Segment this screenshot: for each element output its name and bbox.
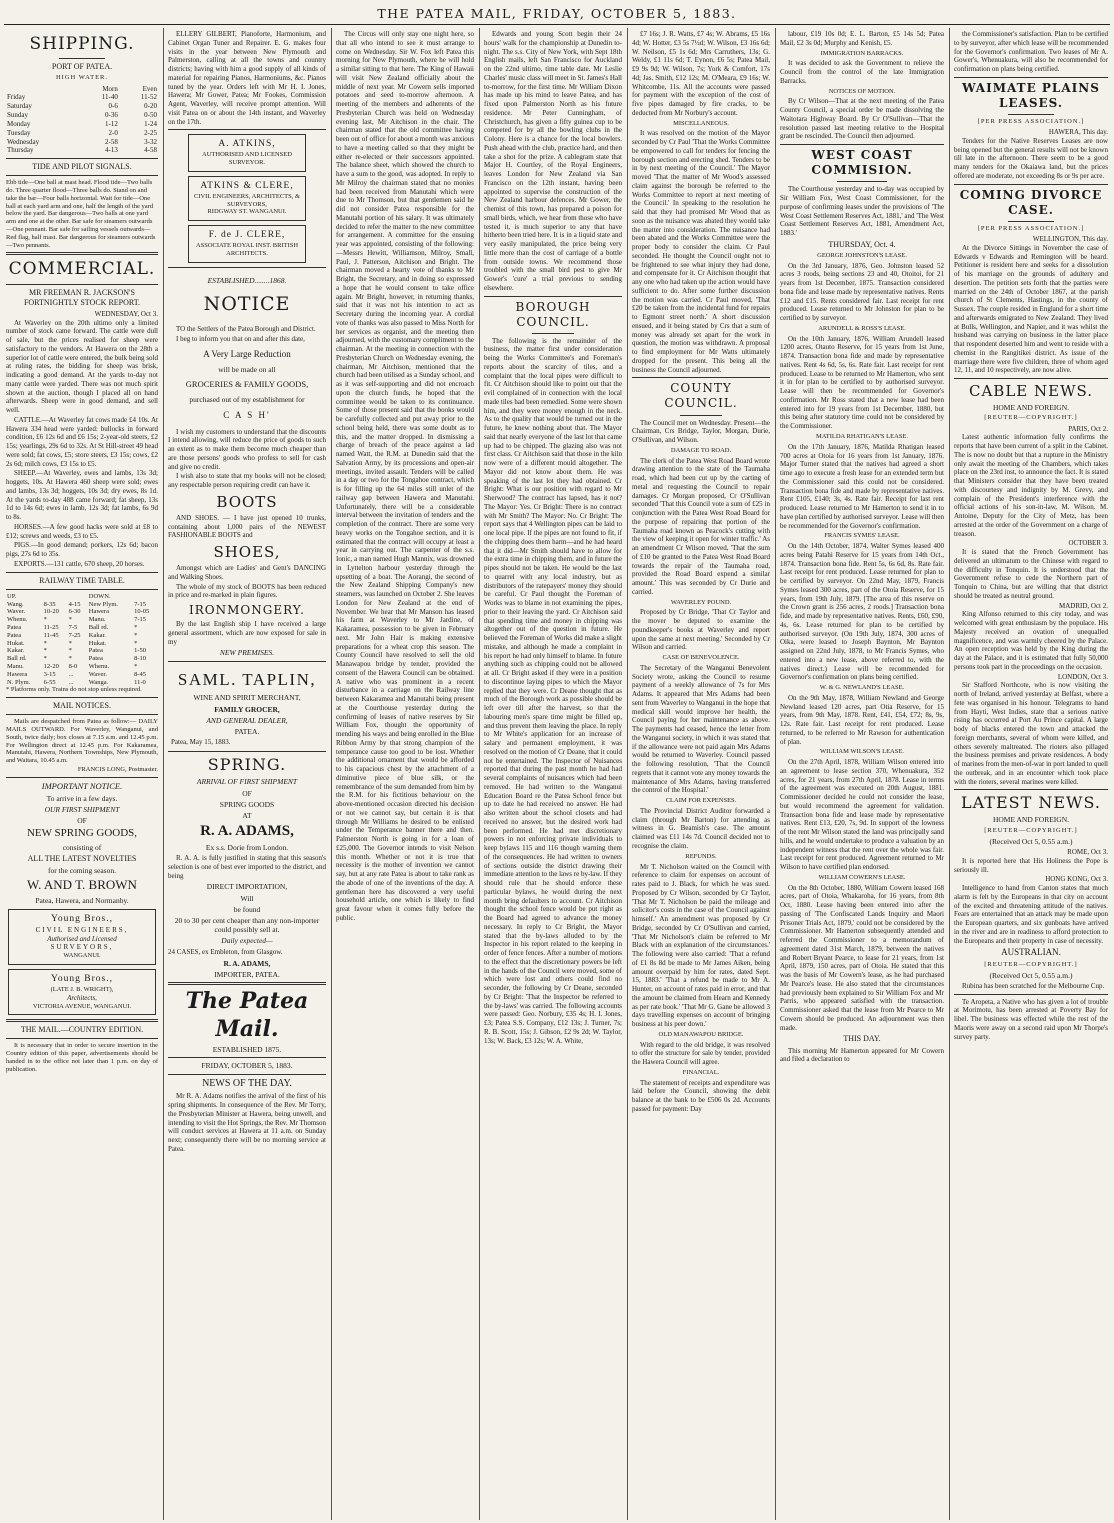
borough-council-text: The following is the remainder of the business, the matter first under consideration being the Works Committee's and Foreman's reports about the scarcity of tiles, and a complaint that the local pipes were difficult to fit. Cr Aitchison should like to point out that the evil complained of in connection with the local made tiles had been remedied. Some were shown him, and they were money enough in the neck. As to the quality that would be turned out in the future, he knew nothing about that. The Mayor said that nearly everyone of the last lot that came up had to be chipped. The glazing also was not first class. Cr Aitchison said that those in the kiln now were of a different mould altogether. The Mayor did not know about them. He was speaking of the last lot they had obtained. Cr Bright: What is our position with regard to Mr Sherwood? The contract has lapsed, has it not? The Mayor: Yes. Cr Bright: There is no contract with Mr Smith? The Mayor: No. Cr Bright: The report says that 4 Wellington pipes can be laid to one local pipe. If the pipes are not found to fit, if the chipping does them harm—and he had heard that it did—Mr Smith should have to allow for the extra time in chipping them, and in future the pipes should not be taken. He would be the last to quarrel with any local industry, but as distributors of the ratepayers' money they should be careful. Cr Paul thought the Foreman of Works was to blame in not examining the pipes, prior to their leaving the yard. Cr Aitchison said that spending time and money in chipping was altogether out of the question in future. He believed the Foreman of Works did make a slight mistake, and although he made a complaint in his report he had only himself to blame. In future anything such as chipping could not be allowed at all. Cr Bright asked if they were in a position to discontinue laying pipes to which the Mayor replied that they were. Cr Deane thought that as much of the Borough work as possible should be left over till after the harvest, so that the labouring men's spare time might be filled up, and thus prevent them leaving the place. In reply to Mr White's application for an increase of salary and permanent employment, it was resolved on the motion of Cr Deane, that it could not be entertained. The Inspector of Nuisances reported that during the past month he had had several complaints of nuisances which had been removed. He had written to the Wanganui Education Board re the Patea School fence but up to date he had received no answer. He had also written about the school closets and had received no answer, but the desired work had been performed. He had met discretionary powers in not enforcing private individuals to keep bylaws 115 and 116 though warning them of the consequences. He had written to owners of sections outside the district drawing their immediate attention to the laws re by-law. If they should rule that he should enforce these particular bylaws, he would during the next month bring defaulters to account. Cr Aitchison thought the school fence would be put right as the Board had agreed to advance the money necessary. In reply to Cr Bright, the Mayor stated that the by-laws alluded to by the Inspector in his report related to the keeping in order of fence fences. After a number of motions to the effect that the discretionary powers be left in the hands of the Council were moved, some of which were lost and others could find no seconder, the following by Cr Deane, seconded by Cr Bright: 'That the Inspector be referred to the by-laws' was carried. The following accounts were passed: Geo. Norbury, £35 4s; H. I. Jones, £3; Patea S.S. Company, £12 13s; J. Turner, 7s; R. B. Scott, 15s; J. Gibson, £2 9s 2d; W. Taylor, 13s; W. Back, £3 12s; W. A. White, — [484, 336, 622, 1045]
taplin-line: PATEA. — [234, 727, 260, 737]
divider — [837, 181, 886, 182]
horses-text: HORSES.—A few good hacks were sold at £8 to £12; screws and weeds, £3 to £5. — [6, 522, 158, 540]
divider — [954, 789, 1108, 790]
port-heading: PORT OF PATEA. — [51, 62, 113, 72]
news-heading: NEWS OF THE DAY. — [202, 1077, 292, 1089]
lease-heading: W. & G. NEWLAND'S LEASE. — [819, 684, 905, 692]
adams-ex: Ex s.s. Dorie from London. — [205, 843, 289, 852]
tide-row: Wednesday 2-58 3-32 — [7, 137, 157, 146]
tide-table — [6, 85, 158, 156]
west-coast-text: The Courthouse yesterday and to-day was occupied by Sir William Fox, West Coast Commissioner, for the purpose of confirming leases under the provisions of 'The West Coast Settlement Reserves Act, 1881,' and 'The West Coast Settlement Reserves Act, 1881, Amendment Act, 1883.' — [780, 185, 944, 238]
damage-heading: DAMAGE TO ROAD. — [670, 446, 732, 454]
barracks-heading: IMMIGRATION BARRACKS. — [820, 49, 904, 57]
rubina-text: Rubina has been scratched for the Melbourne Cup. — [962, 981, 1105, 990]
tide-header: Even — [142, 84, 157, 93]
waverley-heading: WAVERLEY POUND. — [670, 598, 732, 606]
masthead: THE PATEA MAIL, FRIDAY, OCTOBER 5, 1883. — [377, 6, 737, 21]
divider — [168, 982, 326, 985]
column-3 — [336, 30, 474, 1520]
rail-row: Kakar. * * Patea 1-50 — [7, 647, 146, 655]
rail-row: Hawera 3-15 ... Waver. 8-45 — [7, 670, 146, 678]
young-bros-line: CIVIL ENGINEERS, — [35, 925, 129, 934]
cattle-text: CATTLE.—At Waverley fat cows made £4 10s. At Hawera 334 head were yarded: bullocks in forward condition, £6 12s 6d and £6 15s; 2-year-old steers, £2 15s; yearlings, 29s 6d to 32s. At St Hill-street 49 head were sold; fat cows, £5; store steers, £3 15s; cows, £2 2s 6d; milch cows, £3 15s to £5. — [6, 415, 158, 468]
cable-subheading: HOME AND FOREIGN. — [992, 402, 1070, 412]
divider — [6, 1038, 158, 1039]
divider — [954, 994, 1108, 995]
signals-heading: TIDE AND PILOT SIGNALS. — [32, 162, 132, 172]
divider — [6, 1019, 158, 1022]
refunds-heading: REFUNDS. — [685, 852, 717, 860]
young-bros-line: (LATE J. B. WRIGHT), — [50, 985, 114, 993]
spring-line: OF — [242, 788, 252, 798]
divider — [6, 697, 158, 698]
notice-first: OUR FIRST SHIPMENT — [44, 804, 120, 814]
tide-row: Thursday 4-13 4-58 — [7, 146, 157, 155]
notice-consisting: consisting of — [62, 843, 102, 853]
column-divider — [331, 28, 332, 1520]
divider — [6, 175, 158, 176]
dateline: HONG KONG, Oct 3. — [1045, 875, 1108, 884]
rail-row: Whenu. * * Manu. 7-15 — [7, 616, 146, 624]
notice-heading: IMPORTANT NOTICE. — [41, 780, 123, 791]
established-year: ESTABLISHED 1875. — [212, 1045, 282, 1055]
notice-new: NEW SPRING GOODS, — [26, 827, 138, 840]
shoes-heading: SHOES, — [213, 543, 281, 562]
taplin-line: AND GENERAL DEALER, — [206, 716, 288, 726]
exports-text: EXPORTS.—131 cattle, 670 sheep, 20 horses. — [14, 559, 145, 568]
atkins-clere-address: RIDGWAY ST. WANGANUI. — [207, 208, 287, 216]
tide-header — [6, 85, 80, 94]
found-line: be found — [233, 904, 261, 914]
cable-news-heading: CABLE NEWS. — [968, 382, 1093, 401]
divider — [168, 129, 326, 130]
bridge-heading: OLD MANAWAPOU BRIDGE. — [658, 1030, 744, 1038]
dateline: ROME, Oct 3. — [1067, 848, 1108, 857]
news-items: Edwards and young Scott begin their 24 hours' walk for the championship at Dunedin to-night. The s.s. City of New York, with Sept 18th English mails, left San Francisco for Auckland on the 22nd ultimo, time table date. Mr Leslie Charles' music class will meet in St. James's Hall to-morrow, for the first time. Mr William Dixon has made up his mind to leave Patea, and has fixed upon Palmerston North as his future residence. Mr Peter Cunningham, of Christchurch, has given a fifty guinea cup to be competed for by all the bowling clubs in the Colony. Here is a chance for the local bowlers. Push ahead with the club, practice hard, and then take a shot for the prize. A cablegram state that Major H. Courtley, of the Royal Engineers, leaves London for New Zealand via San Francisco on the 12th instant, having been appointed to supervise the construction of the New Zealand harbour defences. Mr Gower, the chemist of this town, has prepared a poison for small birds, which, we hear from those who have tested it, is much superior to any that have hitherto been tried here. It is in a liquid state and very easily manipulated, the price being very little more than the cost of carriage of a bottle from outside towns. We recommend those troubled with the small bird pest to give Mr Gower's 'cure' a trial previous to sending elsewhere. — [484, 30, 622, 292]
this-day-heading: THIS DAY. — [843, 1034, 881, 1044]
taplin-ad — [168, 665, 326, 748]
signals-text: Ebb tide—One ball at mast head. Flood tide—Two balls do. Three quarter flood—Three balls do. Stand on and take the bar—Four balls horizontal. Wait for tide—One ball at each yard arm and one, half the length of the yard below the yard. Bar dangerous—Two balls at one yard arm and one at the other. Bar safe for steamers outwards—One pennant. Bar safe for sailing vessels outwards—Red flag, half mast. Bar dangerous for steamers outwards—Two pennants. — [6, 179, 156, 249]
reuter-label: [REUTER—COPYRIGHT.] — [984, 826, 1078, 834]
rail-row: Hukat. * * Hukat. * — [7, 639, 138, 647]
taplin-line: WINE AND SPIRIT MERCHANT, — [193, 693, 301, 703]
tide-row: Monday 1-12 1-24 — [7, 119, 157, 128]
lease-heading: ARUNDELL & ROSS'S LEASE. — [818, 324, 906, 332]
divider — [780, 144, 944, 145]
waimate-heading: WAIMATE PLAINS LEASES. — [962, 80, 1100, 110]
spring-line: ARRIVAL OF FIRST SHIPMENT — [196, 777, 298, 787]
lease-text: On the 8th October, 1880, William Cowern leased 168 acres, part of Otoia, Whakaroha, for 16 years, from 8th Oct, 1880. Lease having been entered into after the passing of 'The Confiscated Lands Inquiry and Maori Prisoner Trials Act, 1879,' could not be considered by the Commissioner. Mr Hamerton subsequently attended and referred the Commissioner to a memorandum of agreement dated 31st March, 1879, between the natives and Robert Bryant Pearce, to lease for 21 years, from 1st April, 1879, 150 acres, part of Otoia. He stated that this was the basis of Mr Cowern's lease, as he had purchased Mr Pearce's lease. He also stated that the circumstances had previously been explained to Sir William Fox and Mr Parris, who appeared satisfied with the transaction. Commissioner asked that the lease from Mr Pearce to Mr Cowern should be produced. An adjournment was then made. — [780, 883, 944, 1032]
divider — [6, 284, 158, 285]
lease-heading: WILLIAM WILSON'S LEASE. — [820, 748, 904, 756]
commercial-heading: COMMERCIAL. — [8, 259, 156, 280]
reduction-line: A Very Large Reduction — [203, 348, 291, 359]
column-2 — [168, 30, 326, 1520]
tide-row: Saturday 0-6 0-20 — [7, 102, 157, 111]
misc-text: It was resolved on the motion of the Mayor seconded by Cr Paul 'That the Works Committee be empowered to call for tenders for fencing the borough section and erecting shed. Tenders to be in by next meeting of the Council.' The Mayor moved 'That the matter of Mr Wood's assessed claim against the borough be referred to the Works Committee to report at next meeting of the Council.' In speaking to the resolution he said that they had promised Mr Wood that as soon as the nuisance was abated they would take the matter into consideration. The nuisance had been abated and the Works Committee were the proper body to consider the claim. Cr Paul seconded. He thought the Council ought not to be frightened to see what injury they had done, and compensate for it. Cr Aitchison thought that any one who had taken up the action would have sufficient to do. After some further discussion the motion was carried. Cr Paul moved, 'That £20 be taken from the incidental fund for repairs to Egmont street north.' A short discussion ensued, and it being stated by Crs that a sum of money was already set apart for the work in question, the motion was withdrawn. A proposal to find employment for Mr Watts ultimately dropped for the present. This being all the business the Council adjourned. — [632, 129, 770, 374]
divorce-text: At the Divorce Sittings in November the case of Edwards v Edwards and Remington will be heard. Petitioner is resident here and seeks for a dissolution of his marriage on the grounds of adultery and desertion. The petition sets forth that the parties were married on the 24th of October 1867, at the parish church of St Clements, Hastings, in the county of Sussex. The couple resided in England for a short time and afterwards emigrated to New Zealand. They lived at Bulls, Wellington, and Napier, and it was whilst the husband was carrying on business in the latter place that respondent deserted him and went to reside with a chemist in the Rangitikei district. As issue of the marriage there were five children, three of whom aged 12, 11, and 10 respectively, are now alive. — [954, 243, 1108, 375]
damage-text: The clerk of the Patea West Road Board wrote drawing attention to the state of the Taumaha road, which had been cut up by the carting of metal and requesting the Council to repair damages. Cr Morgan proposed, Cr O'Sullivan seconded 'That this Council vote a sum of £25 in conjunction with the Patea West Road Board for the purpose of repairing that portion of the Taumaha road known as Peacock's cutting with the view of keeping it open for winter traffic.' As an amendment Cr Wilson moved, 'That the sum of £10 be granted to the Patea West Road Board towards the repair of the Taumaha road, provided the Road Board expend a similar amount.' This was seconded by Cr Durie and carried. — [632, 456, 770, 596]
notice-heading: NOTICE — [203, 293, 291, 316]
young-bros-name: Young Bros., — [51, 913, 113, 924]
column-divider — [775, 28, 776, 1520]
young-bros-line: Architects, — [67, 993, 97, 1002]
divider — [632, 377, 770, 378]
this-day-text: This morning Mr Hamerton appeared for Mr Cowern and filed a declaration to — [780, 1046, 944, 1064]
pigs-text: PIGS.—In good demand; porkers, 12s 6d; bacon pigs, 27s 6d to 35s. — [6, 541, 158, 559]
cheaper-line: 20 to 30 per cent cheaper than any non-importer could possibly sell at. — [174, 915, 320, 935]
news-continued: The Circus will only stay one night here, so that all who intend to see it must arrange to come on Wednesday. Sir W. Fox left Patea this morning for New Plymouth, where he will hold a similar sitting to that here. The King of Hawaii will visit New Zealand officially about the middle of next year. Mr Cowern sells imported potatoes and seed to-morrow afternoon. A meeting of the members and adherents of the Presbyterian Church was held on Wednesday evening last, Mr Aitchison in the chair. The chairman stated that the old committee having been out of office for about a month was anxious to have a meeting called so that they might be either re-elected or their successors appointed. The balance sheet, which showed the church to have a sum to the good, was adopted. In reply to Mr Milroy the chairman stated that no monies had been received from Manutahi which were due to Mr Thomson, but that gentlemen said he did not consider Patea responsible for the Manutahi portion of his salary. It was ultimately decided to refer the matter to the new committee for arrangement. A committee for the ensuing year was appointed, consisting of the following:—Messrs Hewitt, Williamson, Milroy, Small, Paul, J. Patterson, Aitchison and Bright. The chairman moved a hearty vote of thanks to Mr Bright, the Secretary, and in doing so expressed a hope that he would consent to take office again. Mr Bright, however, in returning thanks, said that it was not his intention to act as Secretary during the incoming year. A cordial vote of thanks was also passed to Miss North for her services as organist, and the meeting then adjourned, with the customary compliment to the chairman. At the meeting in connection with the Presbyterian Church on Wednesday evening, the chairman, Mr Aitchison, mentioned that the church had been utilised as a Sunday school, and as it was self-supporting and did not encroach upon the church funds, he hoped that the committee would be taken to its continuance. Some of those present said that the books would be carefully collected and put away prior to the school being held, there was some doubt as to this, and the matter dropped. In dismissing a charge of breach of the peace against a lad named Watt, the R.M. at Dunedin said that the Salvation Army, by its processions and open-air meetings, invited assault. Tenders will be called in a day or two for the Tongahoe contract, which is for filling up the 64 miles still unlet of the railway gap between Hawera and Manutahi. Unfortunately, there will be a considerable interval between the invitation of tenders and the completion of the contract. There are some very heavy works on the Tongahoe section, and it is estimated that the contract will occupy at least a year in carrying out. The carpenter of the s.s. Ionic, a man named Hugh Mannix, was drowned in Lyttelton harbour yesterday through the upsetting of a boat. The Aorangi, the second of the New Zealand Shipping Company's new steamers, was launched on October 2. She leaves London for New Zealand at the end of November. We hear that Mr Manson has leased his farm at Waverley to Mr Jardine, of Kakaramea, possession to be given in February next. Mr John Hair is making extensive preparations for a wheat crop this season. The County Council have resolved to sell the old Manawapou bridge by tender, provided the consent of the Hawera Council can be obtained. A native who was prominent in a recent disturbance in a carriage on the Railway line between Kakaramea and Manutahi being present at the Courthouse yesterday during the confirming of leases of native reserves by Sir William Fox, thought the opportunity of mending his ways and being enrolled in the Blue Ribbon Army by that strong champion of the temperance cause too good to be lost. Whether the additional ornament that would be afforded to his capacious chest by the attachment of a diminutive piece of blue silk, or the remembrance of the sum demanded from him by the R.M. for his fictitious behaviour on the above-mentioned occasion directed his decision or not we cannot say, but certain it is that through Mr Williams he desired to be enlisted under the Temperance banner there and then. Palmerston North is going in for a loan of £25,000. The Governor intends to visit Nelson this month. Whether or not it is true that necessity is the mother of invention we cannot say, but at any rate Patea is about to take rank as the abode of one of the inventions of the day. A gentleman here has discovered a very useful household article, one which is likely to find great favour when it comes fully before the public. — [336, 30, 474, 922]
notice-inform: I beg to inform you that on and after this date, — [176, 334, 305, 343]
wish-text: I wish my customers to understand that the discounts I intend allowing, will reduce the price of goods to such an extent as to make them become much cheaper than are those persons' goods who profess to sell for cash and give no credit. — [168, 427, 326, 471]
railway-table — [6, 593, 158, 687]
divider — [484, 296, 622, 297]
boots-heading: BOOTS — [216, 492, 278, 511]
mail-signature: FRANCIS LONG, Postmaster. — [77, 766, 158, 774]
te-aropeta-text: Te Aropeta, a Native who has given a lot of trouble at Morimotu, has been arrested at Poverty Bay for libel. The business was effected while the rest of the Maoris were away on a second raid upon Mr Thorpe's survey party. — [954, 997, 1108, 1041]
received-line: (Received Oct 5, 0.55 a.m.) — [989, 970, 1073, 980]
premises-line: NEW PREMISES. — [219, 648, 275, 658]
divider — [59, 58, 105, 59]
refunds-text: Mr T. Nicholson waited on the Council with reference to claim for expenses on account of rates paid to J. Black, for which he was sued. Proposed by Cr Wilson, seconded by Cr Taylor, 'That Mr T. Nicholson be paid the mileage and solicitor's costs in the case of the Council against himself.' An amendment was proposed by Cr Bridge, seconded by Cr O'Sullivan and carried, 'That Mr Nicholson's claim be referred to Mr Black with an explanation of the circumstances.' The following were also carried: 'That a refund of £1 8s 8d be made to Mr James Aiken, being amount overpaid by him for rates, dated Sept. 15, 1883.' 'That a refund be made to Mr A. Hunter, on account of rates paid in error, and that the amount be claimed from Hearn and Kennedy as per rate book.' 'That Mr G. Gane be allowed 3 days travelling expenses on account of bringing business at his peer down.' — [632, 862, 770, 1028]
cable-text: King Alfonso returned to this city today, and was welcomed with great enthusiasm by the populace. His Majesty received an ovation of unequalled magnificence, and was warmly cheered by the Palace. An open reception was held by the King during the day at the Palace, and it is estimated that fully 50,000 persons took part in the proceedings on the occasion. — [954, 610, 1108, 671]
notice-of: OF — [77, 816, 87, 826]
report-date: WEDNESDAY, Oct 3. — [94, 309, 158, 318]
atkins-name: A. ATKINS, — [218, 139, 276, 150]
claim-text: The Provincial District Auditor forwarded a claim (through Mr Barton) for attending as witness in G. Beamish's case. The amount claimed was £11 14s 7d. Council decided not to recognise the claim. — [632, 806, 770, 850]
taplin-name: SAML. TAPLIN, — [177, 669, 317, 689]
clere-title: ASSOCIATE ROYAL INST. BRITISH ARCHITECTS. — [195, 242, 299, 257]
daily-line: Daily expected— — [221, 936, 273, 946]
country-edition-text: It is necessary that in order to secure insertion in the Country edition of this paper, advertisements should be handed in to the office not later than 1 p.m. on day of publication. — [6, 1042, 158, 1073]
column-7 — [954, 30, 1108, 1520]
cases-line: 24 CASES, ex Embleton, from Glasgow. — [168, 947, 283, 956]
thursday-line: THURSDAY, Oct. 4. — [828, 239, 896, 249]
stock-report-heading: MR FREEMAN R. JACKSON'S FORTNIGHTLY STOCK REPORT. — [23, 287, 141, 307]
financial-heading: FINANCIAL. — [682, 1068, 720, 1076]
boots-text: AND SHOES. — I have just opened 10 trunks, containing about 1,000 pairs of the NEWEST FASHIONABLE BOOTS and — [168, 513, 326, 540]
divider — [954, 378, 1108, 379]
spring-line: SPRING GOODS — [219, 799, 275, 809]
barracks-text: It was decided to ask the Government to relieve the Council from the control of the late Immigration Barracks. — [780, 59, 944, 85]
divider — [6, 252, 158, 255]
benevolence-text: The Secretary of the Wanganui Benevolent Society wrote, asking the Council to resume payment of a weekly allowance of 7s for Mrs Adams. It appeared that Mrs Adams had been sent from Waverley to Wanganui in the hope that medical skill would improve her health, the Council paying for her maintenance as above. The payments had ceased, hence the letter from the Wanganui society, in which it was stated that if the allowance were not paid again Mrs Adams would be returned to Waverley. Council passed the following resolution, 'That the Council regrets that it cannot vote any money towards the maintenance of Mrs Adams, having transferred the control of the Hospital.' — [632, 663, 770, 795]
tide-row: Tuesday 2-0 2-25 — [7, 128, 157, 137]
high-water-label: HIGH WATER. — [55, 74, 109, 82]
column-1 — [6, 30, 158, 1520]
report-text: At Waverley on the 20th ultimo only a limited number of stock came forward. The cattle were dull of sale, but the prices realised for sheep were satisfactory to the vendors. At Hawera on the 28th a superior lot of cattle were entered, the bulk being sold at ruling rates, the bidding for sheep was brisk, indicating a good demand. At the yards to-day not many cattle were yarded. There was not much spirit shown at the auction, though I placed all on hand afterwards. Sheep were in good demand, and sell well. — [6, 318, 158, 415]
news-text: Mr R. A. Adams notifies the arrival of the first of his spring shipments. In consequence of the Rev. Mr Torry, the Presbyterian Minister at Hawera, being unwell, and intending to visit the Hot Springs, the Rev. Mr Thomson will conduct services at Hawera at 11 a.m. on Sunday next; consequently there will be no morning service at Patea. — [168, 1092, 326, 1153]
column-5 — [632, 30, 770, 1520]
latest-subheading: HOME AND FOREIGN. — [992, 815, 1070, 825]
divider — [954, 184, 1108, 185]
column-divider — [627, 28, 628, 1520]
young-bros-line: WANGANUI. — [63, 952, 101, 960]
column-6 — [780, 30, 944, 1520]
taplin-date: Patea, May 15, 1883. — [171, 738, 231, 747]
rail-row: Waver. 10-20 6-30 Hawera 10-05 — [7, 608, 150, 616]
young-bros-name: Young Bros., — [51, 973, 113, 984]
cash-line: C A S H' — [223, 410, 271, 421]
dateline: LONDON, Oct 3. — [1057, 672, 1108, 681]
importer-line: IMPORTER, PATEA. — [214, 970, 280, 979]
lease-text: On the 17th January, 1876, Matilda Rhatigan leased 700 acres at Otoia for 16 years from 1st January, 1876. Major Turner stated that the natives had agreed a short time ago to execute a fresh lease for an extended term but the Commissioner said this could not be considered. Transaction bona fide and made by representative natives. Rent £105, £140; 3s, 4s. Rate fair. Receipt for last rent produced. Lease returned to Mr Hamerton to send it in to have plan certified by authorised surveyor. Lease will then be recommended for the Governor's confirmation. — [780, 442, 944, 530]
tide-row: Sunday 0-36 0-50 — [7, 111, 157, 120]
column-4 — [484, 30, 622, 1520]
rail-row: Patea 11-45 7-25 Kakar. * — [7, 631, 138, 639]
groceries-line: GROCERIES & FAMILY GOODS, — [185, 379, 309, 390]
cable-text: Sir Stafford Northcote, who is now visiting the north of Ireland, arrived yesterday at Belfast, where a fete was organised in his honour. Telegrams to hand from Hayti, West Indies, state that a serious native rising has occurred at Port Au Prince capital. A large body of blacks entered the town and attacked the foreign merchants, several of whom were killed, and others severely maltreated. The rioters also pillaged the business premises and private residences. A body of marines from the men-of-war in port landed to quell the outbreak, and in an encounter which took place with the rioters, several marines were killed. — [954, 681, 1108, 786]
misc-heading: MISCELLANEOUS. — [673, 119, 729, 127]
mail-text: Mails are despatched from Patea as follow:— DAILY MAILS OUTWARD. For Waverley, Wanganui, and South, twice daily; box closes at 7.15 a.m. and 12.45 p.m. For Wellington direct at 12.45 p.m. For Kakaramea, Manutahi, Hawera, Northern Townships, New Plymouth, and Waitara, 10.45 a.m. — [6, 718, 158, 765]
notice-places: Patea, Hawera, and Normanby. — [35, 895, 129, 905]
notice-novelties: ALL THE LATEST NOVELTIES — [27, 854, 137, 864]
young-bros-architects-ad — [8, 969, 156, 1015]
cable-text: Latest authentic information fully confirms the reports that have been current of a split in the Cabinet. The is now no doubt but that a rupture in the Ministry only await the meeting of the Chambers, which takes place on the 23rd inst, to announce the fact. It is stated that Ministers consider that they have been treated with discourtesy and indignity by M. Grevy, and complain of the President's interference with the official actions of his son-in-law, M. Wilson. M. Antoine, Deputy for the City of Metz, has been arrested at the order of the Government on a charge of treason. — [954, 433, 1108, 538]
shipping-heading: SHIPPING. — [29, 34, 135, 54]
motion-heading: NOTICES OF MOTION. — [828, 87, 896, 95]
column-divider — [163, 28, 164, 1520]
divider — [6, 777, 158, 778]
rome-text: It is reported here that His Holiness the Pope is seriously ill. — [954, 856, 1108, 874]
notice-season: for the coming season. — [48, 866, 116, 876]
rail-note: * Platforms only. Trains do not stop unless required. — [6, 686, 142, 694]
divider — [1008, 114, 1054, 115]
cable-text: It is stated that the French Government has delivered an ultimatum to the Chinese with regard to the difficulty in Tonquin. It is understood that the Government refuse to cede the Northern part of Tonquin to China, but are willing that that district should be treated as neutral ground. — [954, 548, 1108, 600]
will-be-line: will be made on all — [218, 364, 276, 374]
motion-text: By Cr Wilson—That at the next meeting of the Patea County Council, a special order be made dissolving the Waitotara Highway Board. By Cr O'Sullivan—That the resolution passed last meeting relative to the Hospital grant be rescinded. The Council then adjourned. — [780, 97, 944, 141]
divider — [168, 1074, 326, 1075]
hongkong-text: Intelligence to hand from Canton states that much alarm is felt by the Europeans in that city on account of the excited and threatening attitude of the natives. Fears are entertained that an attack may be made upon the European quarters, and six gunboats have arrived in the river and are in readiness to afford protection to the Europeans and their property in case of necessity. — [954, 884, 1108, 945]
young-bros-line: VICTORIA AVENUE, WANGANUI. — [32, 1002, 132, 1010]
lease-text: On the 14th October, 1874, Walter Symes leased 400 acres being Patahi Reserve for 15 years from 14th Oct., 1874. Transaction bona fide. Rent 5s, 6s 6d, 8s. Rate fair. Last receipt for rent produced. Lease returned for plan to be certified by surveyor. On 22nd May, 1879, Francis Symes leased 300 acres, part of the Otoia Reserve, for 15 years, from 19th July, 1879. [The area of this reserve on the Crown grant is 256 acres, 2 roods.] Transaction bona fide, and made by representative natives. Rents, £60, £90, 4s, 6s. Lease returned for plan to be certified by authorised surveyor. (On 19th July, 1874, 300 acres of Oika, were leased to Joseph Baynton, Mr Baynton assigned on 22nd July, 1878, to Mr Francis Symes, who entered into a new lease, above referred to, with the natives direct.) Lease will be recommended for Governor's confirmation on plans being certified. — [780, 542, 944, 682]
dateline: WELLINGTON, This day. — [1032, 235, 1108, 244]
direct-line: DIRECT IMPORTATION, — [206, 882, 288, 892]
lease-text: On the 9th May, 1878, William Newland and George Newland leased 120 acres, part Otia Reserve, for 15 years, from 9th May, 1878. Rent, £41, £54, £72; 8s, 9s, 12s. Rate fair. Last receipt for rent produced. Lease returned, to be referred to Mr Rawson for authentication of plan. — [780, 693, 944, 746]
benevolence-heading: CASE OF BENEVOLENCE. — [662, 654, 740, 662]
lease-text: On the 27th April, 1878, William Wilson entered into an agreement to lease section 370, Whenuakura, 352 acres, for 21 years, from 27th April, 1878. Lease in terms of the agreement was executed on 20th August, 1881. Commissioner decided he could not consider the lease, but would recommend the agreement for validation. Transaction bona fide and lease made by representative natives. Rent £13, £20, 7s, 9d. In support of the lowness of the rent Mr Wilson stated the land was principally sand hills, and he would undertake to produce a valuation by an independent witness that the rent over the whole was fair. Last receipt for rent produced. Agreement returned to Mr Wilson to have certified plan endorsed. — [780, 758, 944, 872]
press-association-label: [PER PRESS ASSOCIATION.] — [977, 224, 1085, 232]
notice-intro: TO the Settlers of the Patea Borough and District. — [176, 325, 316, 334]
divider — [6, 158, 158, 159]
column-divider — [479, 28, 480, 1520]
lease-text: On the 3rd January, 1876, Geo. Johnston leased 52 acres 3 roods, being sections 23 and 40, Otoitoi, for 21 years from 1st December, 1875. Transaction considered bona fide and lease made by representative natives. Rents £12 and £15. Rents considered fair. Last receipt for rent produced. Lease returned to Mr Johnston for plan to be certified to by surveyor. — [780, 261, 944, 323]
rail-row: Wang. 8-35 4-15 New Plym. 7-15 — [7, 600, 146, 608]
claim-heading: CLAIM FOR EXPENSES. — [665, 797, 737, 805]
county-council-heading: COUNTY COUNCIL. — [664, 381, 738, 411]
divider — [532, 333, 573, 334]
financial-text: The statement of receipts and expenditure was laid before the Council, showing the debit balance at the bank to be £506 0s 2d. Accounts passed for payment: Day — [632, 1078, 770, 1113]
young-bros-line: Authorised and Licensed — [47, 934, 117, 943]
rail-down-label: DOWN. — [88, 592, 111, 600]
latest-news-heading: LATEST NEWS. — [961, 793, 1101, 813]
dateline: MADRID, Oct 2. — [1059, 601, 1108, 610]
ironmongery-heading: IRONMONGERY. — [189, 603, 305, 617]
county-council-text: The Council met on Wednesday. Present—the Chairman, Crs Bridge, Taylor, Morgan, Durie, O'Sullivan, and Wilson. — [632, 418, 770, 445]
country-edition-heading: THE MAIL.—COUNTRY EDITION. — [20, 1025, 144, 1035]
received-line: (Received Oct 5, 0.55 a.m.) — [989, 837, 1073, 847]
will-line: Will — [240, 893, 254, 903]
dateline: OCTOBER 3. — [1068, 539, 1108, 548]
sheep-text: SHEEP.—At Waverley, ewes and lambs, 13s 3d; hoggets, 10s. At Hawera 460 sheep were sold; ewes and lambs, 13s 3d; hoggets, 10s 3d; dry ewes, 8s 1d. At the yards to-day 488 came forward; fat sheep, 13s 1d to 14s 6d; ewes in lamb, 12s 3d; fat lambs, 6s 9d to 8s. — [6, 469, 158, 522]
divider — [6, 589, 158, 590]
purchased-line: purchased out of my establishment for — [189, 395, 305, 405]
spring-line: AT — [242, 811, 252, 821]
waimate-text: Tenders for the Native Reserves Leases are now being opened but the general results will not be known till late in the afternoon. There seem to be a good many tenders for the Okaiawa land, but the prices offered are moderate, not exceeding 8s or 9s per acre. — [954, 136, 1108, 180]
reuter-label: [REUTER—COPYRIGHT.] — [984, 960, 1078, 968]
taplin-line: FAMILY GROCER, — [214, 704, 280, 714]
divider — [168, 751, 326, 752]
accounts-text: £7 16s; J. R. Watts, £7 4s; W. Abrams, £5 16s 4d; W. Hotter, £3 5s 7½d; W. Wilson, £3 16s 6d; W. Neilson, £5 1s 6d; Mrs Carruthers, 13s; G. Weldy, £1 11s 6d; T. Eynon, £6 5s; Patea Mail, £9 9s 9d; W. Wilson, 7s; York & Comfort, 17s 4d; Jas. Smith, £12 12s; M. O'Meara, £9 16s; W. Whitcombe, 11s. All the accounts were passed for payment with the exception of the cost of five pipes damaged by fire cracks, to be deducted from Mr Norbury's account. — [632, 30, 770, 117]
atkins-clere-ad — [188, 176, 306, 221]
established-line: ESTABLISHED........1868. — [207, 275, 287, 285]
tide-row: Friday 11-40 11-52 — [7, 93, 157, 102]
adams-signature: R. A. ADAMS, — [223, 958, 271, 968]
date-line: FRIDAY, OCTOBER 5, 1883. — [201, 1061, 293, 1071]
notice-firm: W. AND T. BROWN — [27, 877, 137, 893]
atkins-clere-name: ATKINS & CLERE, — [200, 180, 294, 191]
lease-heading: MATILDA RHATIGAN'S LEASE. — [816, 432, 908, 440]
lease-text: On the 10th January, 1876, William Arundell leased 1200 acres, Otauto Reserve, for 15 years from 1st June, 1874. Transaction bona fide and made by representative natives. Rent 4s 6d, 5s, 6s. Rate fair. Last receipt for rent produced. Lease to be returned to Mr Hamerton, who sent it in for plan to be certified to by authorised surveyor. Lease will then be recommended for Governor's confirmation. Mr Ross stated that a new lease had been entered into for 19 years from 1st December, 1880, but this being after statutory time could not be considered by the Commissioner. — [780, 334, 944, 431]
lease-heading: FRANCIS SYMES' LEASE. — [824, 532, 900, 540]
atkins-title: AUTHORISED AND LICENSED SURVEYOR. — [202, 151, 292, 167]
bridge-text: With regard to the old bridge, it was resolved to offer the structure for sale by tender, provided the Hawera Council will agree. — [632, 1040, 770, 1067]
commission-continued: the Commissioner's satisfaction. Plan to be certified to by surveyor, after which lease will be recommended for the Governor's confirmation. Two leases of Mr A. Gower's, Whenuakura, will also be recommended for confirmation on plans being certified. — [954, 30, 1108, 73]
credit-text: I wish also to state that my books will not be closed; any respectable person requiring credit can have it. — [168, 472, 326, 490]
notice-arrive: To arrive in a few days. — [46, 793, 118, 803]
clere-name: F. de J. CLERE, — [208, 230, 286, 241]
divorce-heading: COMING DIVORCE CASE. — [959, 187, 1103, 217]
young-bros-engineers-ad — [8, 909, 156, 965]
lease-heading: GEORGE JOHNSTON'S LEASE. — [817, 251, 907, 259]
press-association-label: [PER PRESS ASSOCIATION.] — [977, 117, 1085, 125]
atkins-clere-title: CIVIL ENGINEERS, ARCHITECTS, & SURVEYORS, — [193, 192, 301, 208]
adams-text: R. A. A. is fully justified in stating that this season's selection is one of best ever imported to the district, and being — [168, 854, 326, 880]
rail-row: N. Plym. 6-55 ... Wanga. 11-0 — [7, 678, 146, 686]
clere-ad — [188, 225, 306, 263]
divider — [6, 714, 158, 715]
lease-heading: WILLIAM COWERN'S LEASE. — [818, 873, 906, 881]
paper-title: The Patea Mail. — [185, 988, 309, 1042]
divider — [680, 415, 721, 416]
waverley-text: Proposed by Cr Bridge, 'That Cr Taylor and the mover be deputed to examine the poundkeeper's books at Waverley and report upon the same at next meeting.' Seconded by Cr Wilson and carried. — [632, 608, 770, 652]
divider — [168, 267, 326, 268]
borough-council-heading: BOROUGH COUNCIL. — [515, 299, 591, 329]
rail-up-label: UP. — [7, 592, 17, 600]
divider — [1008, 221, 1054, 222]
dateline: PARIS, Oct 2. — [1068, 424, 1108, 433]
ironmongery-text: By the last English ship I have received a large general assortment, which are now exposed for sale in my — [168, 620, 326, 646]
atkins-ad — [188, 134, 306, 172]
west-coast-heading: WEST COAST COMMISION. — [811, 148, 913, 178]
rail-row: Patea 11-25 7-5 Ball rd. * — [7, 624, 138, 631]
spring-heading: SPRING. — [207, 755, 287, 775]
divider — [6, 572, 158, 573]
masthead-rule — [4, 24, 1110, 25]
column-divider — [949, 28, 950, 1520]
gilbert-ad: ELLERY GILBERT, Pianoforte, Harmonium, and Cabinet Organ Tuner and Repairer. E. G. makes four visits in the year between New Plymouth and Palmerston, calling at all the towns and country districts; having with him a good supply of all kinds of material for repairing Pianos, Harmoniums, &c. Pianos tuned by the year. Orders left with Mr H. I. Jones, Hawera; Mr Gower, Patea; Mr Fookes, Commission Agent, Waverley, will receive prompt attention. Will visit Patea on or about the 14th instant, and Waverley on the 17th. — [168, 30, 326, 126]
reuter-label: [REUTER—COPYRIGHT.] — [984, 414, 1078, 422]
young-bros-line: SURVEYORS, — [50, 943, 114, 952]
divider — [168, 661, 326, 662]
boots-marked-text: The whole of my stock of BOOTS has been reduced in price and re-marked in plain figures. — [168, 582, 326, 600]
rail-row: Ball rd. * * Patea 8-10 — [7, 655, 146, 663]
australian-heading: AUSTRALIAN. — [1001, 947, 1061, 958]
divider — [168, 1057, 326, 1058]
divider — [954, 77, 1108, 78]
rail-row: Manu. 12-20 8-0 Whenu. * — [7, 662, 138, 670]
dateline: HAWERA, This day. — [1048, 128, 1108, 137]
mail-heading: MAIL NOTICES. — [53, 701, 111, 711]
amongst-text: Amongst which are Ladies' and Gent's DANCING and Walking Shoes. — [168, 564, 326, 581]
railway-heading: RAILWAY TIME TABLE. — [39, 575, 125, 585]
labour-text: labour, £19 10s 0d; E. L. Barton, £5 14s 5d; Patea Mail, £2 3s 0d; Murphy and Kenish, £5. — [780, 30, 944, 47]
adams-name: R. A. ADAMS, — [200, 823, 294, 840]
tide-header: Morn — [102, 84, 118, 93]
